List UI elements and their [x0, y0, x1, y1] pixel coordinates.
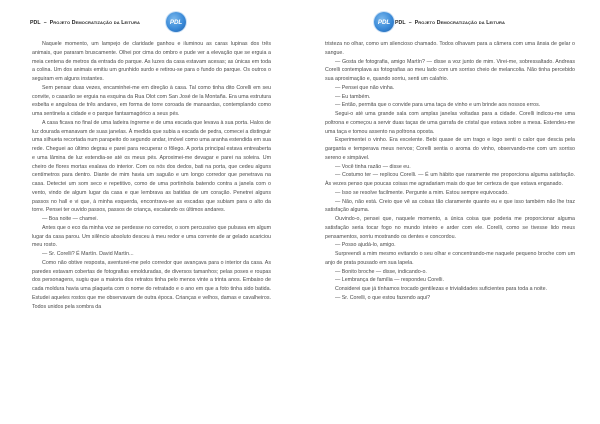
- paragraph: A casa ficava no final de uma ladeira íngreme e de uma escada que levava à sua porta. Halos de luz dourada emanavam de suas janelas. À medida que subia a escada de pedra, comecei a distinguir uma silhueta recortada num parapeito do segundo andar, imóvel como uma aranha estendida em sua rede. Cheguei ao último degrau e parei para recuperar o fôlego. A porta principal estava entreaberta e uma lâmina de luz estendia-se até os meus pés. Aproximei-me devagar e parei na soleira. Um cheiro de flores mortas exalava do interior. Com os nós dos dedos, bati na porta, que cedeu alguns centímetros para dentro. Diante de mim havia um saguão e um longo corredor que penetrava na casa. Detectei um som seco e repetitivo, como de uma portinhola batendo contra a janela com o vento, vindo de algum lugar da casa e que lembrava as batidas de um coração. Penetrei alguns passos no hall e vi que, à minha esquerda, encontrava-se as escadas que subiam para o alto da torre. Pensei ter ouvido passos, passos de criança, escalando os últimos andares.: [32, 119, 271, 214]
- paragraph: — Então, permita que o convide para uma taça de vinho e um brinde aos nossos erros.: [335, 102, 541, 109]
- paragraph: Surpreendi a mim mesmo evitando o seu olhar e concentrando-me naquele pequeno broche com um anjo de prata pousado em sua lapela.: [325, 251, 575, 266]
- paragraph: — Você tinha razão — disse eu.: [335, 163, 411, 170]
- pdl-logo-icon: PDL: [166, 12, 186, 32]
- pdl-logo-icon: PDL: [374, 12, 394, 32]
- paragraph: — Sr. Corelli? É Martín. David Martín...: [42, 251, 134, 257]
- left-page-body: [32, 40, 271, 311]
- paragraph: — Sr. Corelli, o que estou fazendo aqui?: [335, 294, 431, 301]
- paragraph: — Gosta de fotografia, amigo Martín? — disse a voz junto de mim. Virei-me, sobressaltado. Andreas Corelli contemplava as fotografias ao meu lado com um sorriso cheio de melancolia. Não tinha percebido sua aproximação e, quando sorriu, senti um calafrio.: [325, 58, 575, 82]
- header-subtitle: Projeto Democratização da Leitura: [414, 20, 505, 26]
- paragraph: — Não, não está. Creio que vê as coisas tão claramente quanto eu e que isso também não lhe traz satisfação alguma.: [325, 198, 575, 214]
- paragraph: — Eu também.: [335, 93, 371, 100]
- header-separator: –: [43, 20, 47, 26]
- paragraph: — Isso se resolve facilmente. Pergunte a mim. Estou sempre equivocado.: [335, 189, 509, 196]
- paragraph: Sem pensar duas vezes, encaminhei-me em direção à casa. Tal como tinha dito Corelli em seu convite, o casarão se erguia na esquina da Rua Olot com San José de la Montaña. Era uma estrutura esbelta e angulosa de três andares, em forma de torre coroada de mansardas, contemplando como uma sentinela a cidade e o parque fantasmagórico a seus pés.: [32, 84, 271, 117]
- paragraph: tristeza no olhar, como um silencioso chamado. Todos olhavam para a câmera com uma ânsia de gelar o sangue.: [325, 41, 575, 56]
- paragraph: Naquele momento, um lampejo de claridade ganhou e iluminou as caras lupinas dos três animais, que pararam bruscamente. Olhei por cima do ombro e pude ver a elevação que se erguia a meia centena de metros da entrada do parque. As luzes da casa estavam acesas; as únicas em toda a colina. Um dos animais emitiu um grunhido surdo e retirou-se para o fundo do parque. Os outros o seguiram em alguns instantes.: [32, 41, 271, 82]
- right-page-body: [325, 40, 575, 303]
- paragraph: — Pensei que não vinha.: [335, 84, 395, 91]
- header-prefix: PDL: [30, 20, 41, 26]
- header-subtitle: Projeto Democratização da Leitura: [49, 20, 140, 26]
- paragraph: Antes que o eco da minha voz se perdesse no corredor, o som percussivo que pulsava em algum lugar da casa parou. Um silêncio absoluto desceu à meu redor e uma corrente de ar gelado acariciou meu rosto.: [32, 224, 271, 249]
- paragraph: Experimentei o vinho. Era excelente. Bebi quase de um trago e logo senti o calor que descia pela garganta e temperava meus nervos; Corelli sentia o aroma do vinho, observando-me com um sorriso sereno e simpável.: [325, 137, 575, 161]
- paragraph: — Costumo ter — replicou Corelli. — É um hábito que raramente me proporciona alguma satisfação. Às vezes penso que poucas coisas me agradariam mais do que ter certeza de que estava enganado.: [325, 172, 575, 187]
- paragraph: — Lembrança de família — respondeu Corelli.: [335, 277, 444, 284]
- paragraph: Segui-o até uma grande sala com amplas janelas voltadas para a cidade. Corelli indicou-me uma poltrona e começou a servir duas taças de uma garrafa de cristal que estava sobre a mesa. Estendeu-me uma taça e tomou assento na poltrona oposta.: [325, 111, 575, 135]
- paragraph: — Posso ajudá-lo, amigo.: [335, 242, 396, 249]
- paragraph: — Boa noite — chamei.: [42, 216, 98, 222]
- header-prefix: PDL: [395, 20, 406, 26]
- paragraph: Como não obtive resposta, aventurei-me pelo corredor que avançava para o interior da casa. As paredes estavam cobertas de fotografias emolduradas, de diversos tamanhos; pelas poses e roupas dos personagens, sugiu que a maioria dos retratos tinha pelo menos vinte a trinta anos. Embaixo de cada moldura havia uma plaqueta com o nome do retratado e o ano em que a foto tinha sido batida. Estudei aqueles rostos que me observavam de outra época. Crianças e velhos, damas e cavalheiros. Todos unidos pela sombra da: [32, 259, 271, 310]
- right-page-header: [395, 14, 505, 32]
- paragraph: — Bonito broche — disse, indicando-o.: [335, 268, 427, 275]
- left-page-header: [30, 14, 140, 32]
- header-separator: –: [408, 20, 412, 26]
- paragraph: Considerei que já tínhamos trocado gentilezas e trivialidades suficientes para toda a noite.: [335, 286, 548, 292]
- paragraph: Ouvindo-o, pensei que, naquele momento, a única coisa que poderia me proporcionar alguma satisfação seria tocar fogo no mundo inteiro e arder com ele. Corelli, como se tivesse lido meus pensamentos, sorriu mostrando os dentes e concordou.: [325, 216, 575, 240]
- right-page: [300, 0, 600, 424]
